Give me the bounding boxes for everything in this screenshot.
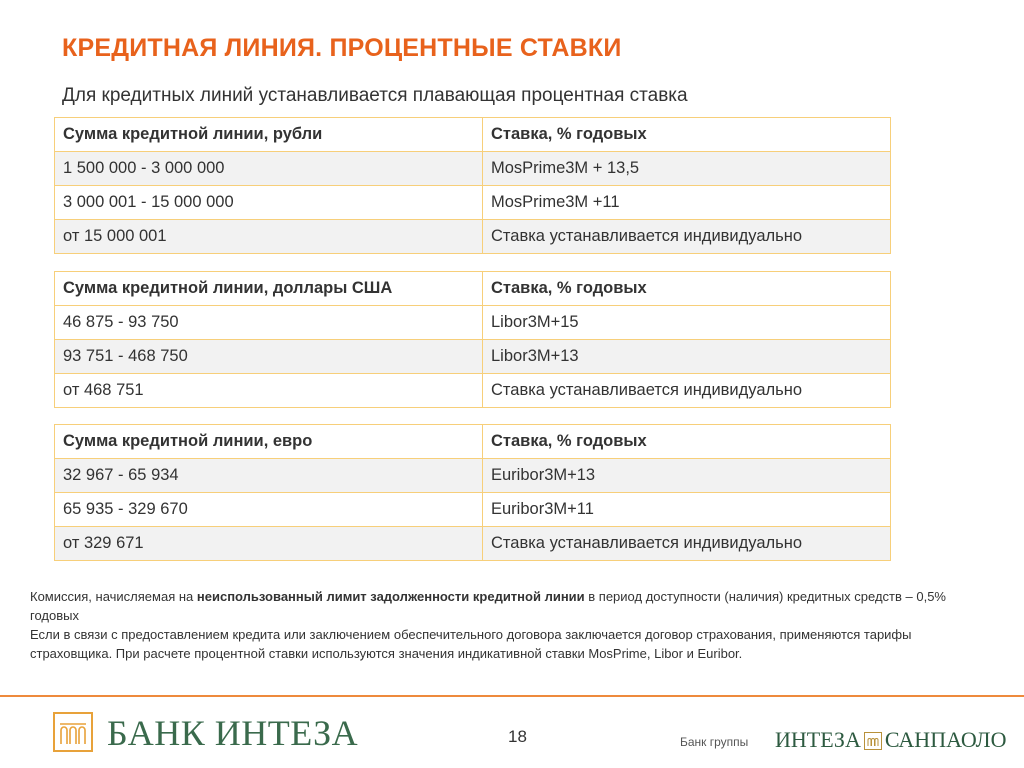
table-row [55,527,891,561]
amount-cell: от 15 000 001 [55,220,483,254]
amount-cell: от 329 671 [55,527,483,561]
group-logo-left: ИНТЕЗА [775,727,861,752]
group-arches-icon [864,732,882,750]
table-row [55,220,891,254]
footer-divider [0,695,1024,697]
amount-column-header: Сумма кредитной линии, евро [55,425,483,459]
rub-rates-table [54,117,891,254]
insurance-note: Если в связи с предоставлением кредита или заключением обеспечительного договора заключается договор страхования, применяются тарифы страховщика. При расчете процентной ставки используются значения индикативной ставки MosPrime, Libor и Euribor. [30,627,912,661]
rate-column-header: Ставка, % годовых [483,272,891,306]
arches-logo-icon [53,712,93,752]
table-header-row [55,272,891,306]
table-row [55,152,891,186]
rate-column-header: Ставка, % годовых [483,425,891,459]
table-row [55,186,891,220]
usd-rates-table [54,271,891,408]
table-row [55,374,891,408]
rate-column-header: Ставка, % годовых [483,118,891,152]
slide-subtitle: Для кредитных линий устанавливается плавающая процентная ставка [62,85,688,106]
rate-cell: Euribor3M+11 [483,493,891,527]
table-header-row [55,118,891,152]
amount-cell: 93 751 - 468 750 [55,340,483,374]
commission-note: Комиссия, начисляемая на неиспользованный лимит задолженности кредитной линии в период доступности (наличия) кредитных средств – 0,5% годовых [30,589,946,623]
eur-rates-table [54,424,891,561]
rate-cell: Euribor3M+13 [483,459,891,493]
table-row [55,459,891,493]
group-logo-right: САНПАОЛО [884,727,1007,752]
rate-cell: Ставка устанавливается индивидуально [483,220,891,254]
commission-highlight: неиспользованный лимит задолженности кредитной линии [196,589,585,604]
slide-title: КРЕДИТНАЯ ЛИНИЯ. ПРОЦЕНТНЫЕ СТАВКИ [62,34,622,62]
table-row [55,340,891,374]
amount-cell: от 468 751 [55,374,483,408]
rate-cell: Ставка устанавливается индивидуально [483,527,891,561]
group-label: Банк группы [680,735,749,749]
rate-cell: Ставка устанавливается индивидуально [483,374,891,408]
table-row [55,493,891,527]
amount-cell: 3 000 001 - 15 000 000 [55,186,483,220]
bank-name: БАНК ИНТЕЗА [107,713,359,753]
amount-cell: 32 967 - 65 934 [55,459,483,493]
amount-cell: 65 935 - 329 670 [55,493,483,527]
amount-cell: 46 875 - 93 750 [55,306,483,340]
table-row [55,306,891,340]
table-header-row [55,425,891,459]
amount-column-header: Сумма кредитной линии, рубли [55,118,483,152]
rate-cell: Libor3M+13 [483,340,891,374]
rate-cell: Libor3M+15 [483,306,891,340]
group-logo [775,727,1006,753]
rate-cell: MosPrime3M + 13,5 [483,152,891,186]
footnote [30,587,960,663]
rate-cell: MosPrime3M +11 [483,186,891,220]
page-number: 18 [508,727,527,746]
amount-cell: 1 500 000 - 3 000 000 [55,152,483,186]
amount-column-header: Сумма кредитной линии, доллары США [55,272,483,306]
